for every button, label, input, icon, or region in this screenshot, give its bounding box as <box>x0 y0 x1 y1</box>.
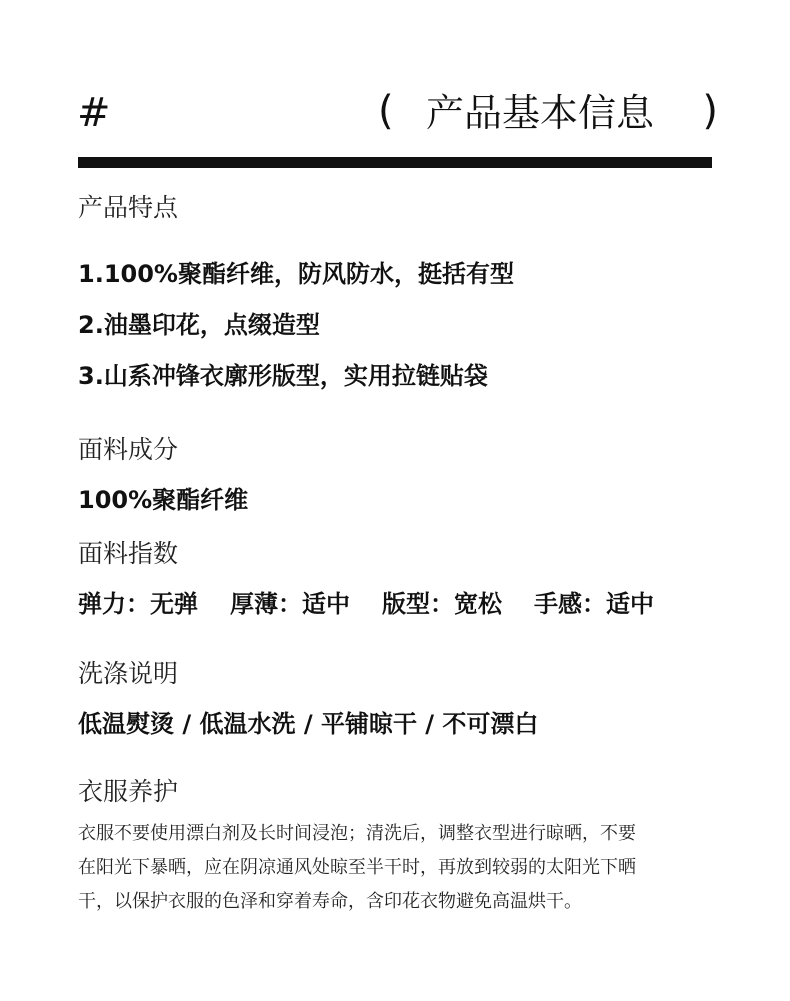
title-text: 产品基本信息 <box>426 91 655 135</box>
index-heading: 面料指数 <box>78 539 179 568</box>
care-line-3: 干，以保护衣服的色泽和穿着寿命，含印花衣物避免高温烘干。 <box>78 891 582 912</box>
feature-item-2: 2.油墨印花，点缀造型 <box>78 311 320 339</box>
care-line-2: 在阳光下暴晒，应在阴凉通风处晾至半干时，再放到较弱的太阳光下晒 <box>78 857 636 878</box>
washing-heading: 洗涤说明 <box>78 659 179 688</box>
title-divider <box>78 157 712 168</box>
fabric-value: 100%聚酯纤维 <box>78 486 249 514</box>
index-specs <box>78 588 718 620</box>
title-paren-right: ) <box>702 88 718 134</box>
washing-value: 低温熨烫 / 低温水洗 / 平铺晾干 / 不可漂白 <box>78 710 539 738</box>
care-line-1: 衣服不要使用漂白剂及长时间浸泡；清洗后，调整衣型进行晾晒，不要 <box>78 823 636 844</box>
features-heading: 产品特点 <box>78 193 179 222</box>
spec-elasticity: 弹力：无弹 <box>78 590 198 618</box>
spec-thickness: 厚薄：适中 <box>230 590 350 618</box>
feature-item-1: 1.100%聚酯纤维，防风防水，挺括有型 <box>78 260 514 288</box>
spec-fit: 版型：宽松 <box>382 590 502 618</box>
feature-item-3: 3.山系冲锋衣廓形版型，实用拉链贴袋 <box>78 362 488 390</box>
title-paren-left: ( <box>378 88 394 134</box>
spec-feel: 手感：适中 <box>534 590 654 618</box>
care-heading: 衣服养护 <box>78 777 179 806</box>
fabric-heading: 面料成分 <box>78 435 179 464</box>
hash-mark: # <box>77 90 111 136</box>
care-text <box>78 817 718 919</box>
